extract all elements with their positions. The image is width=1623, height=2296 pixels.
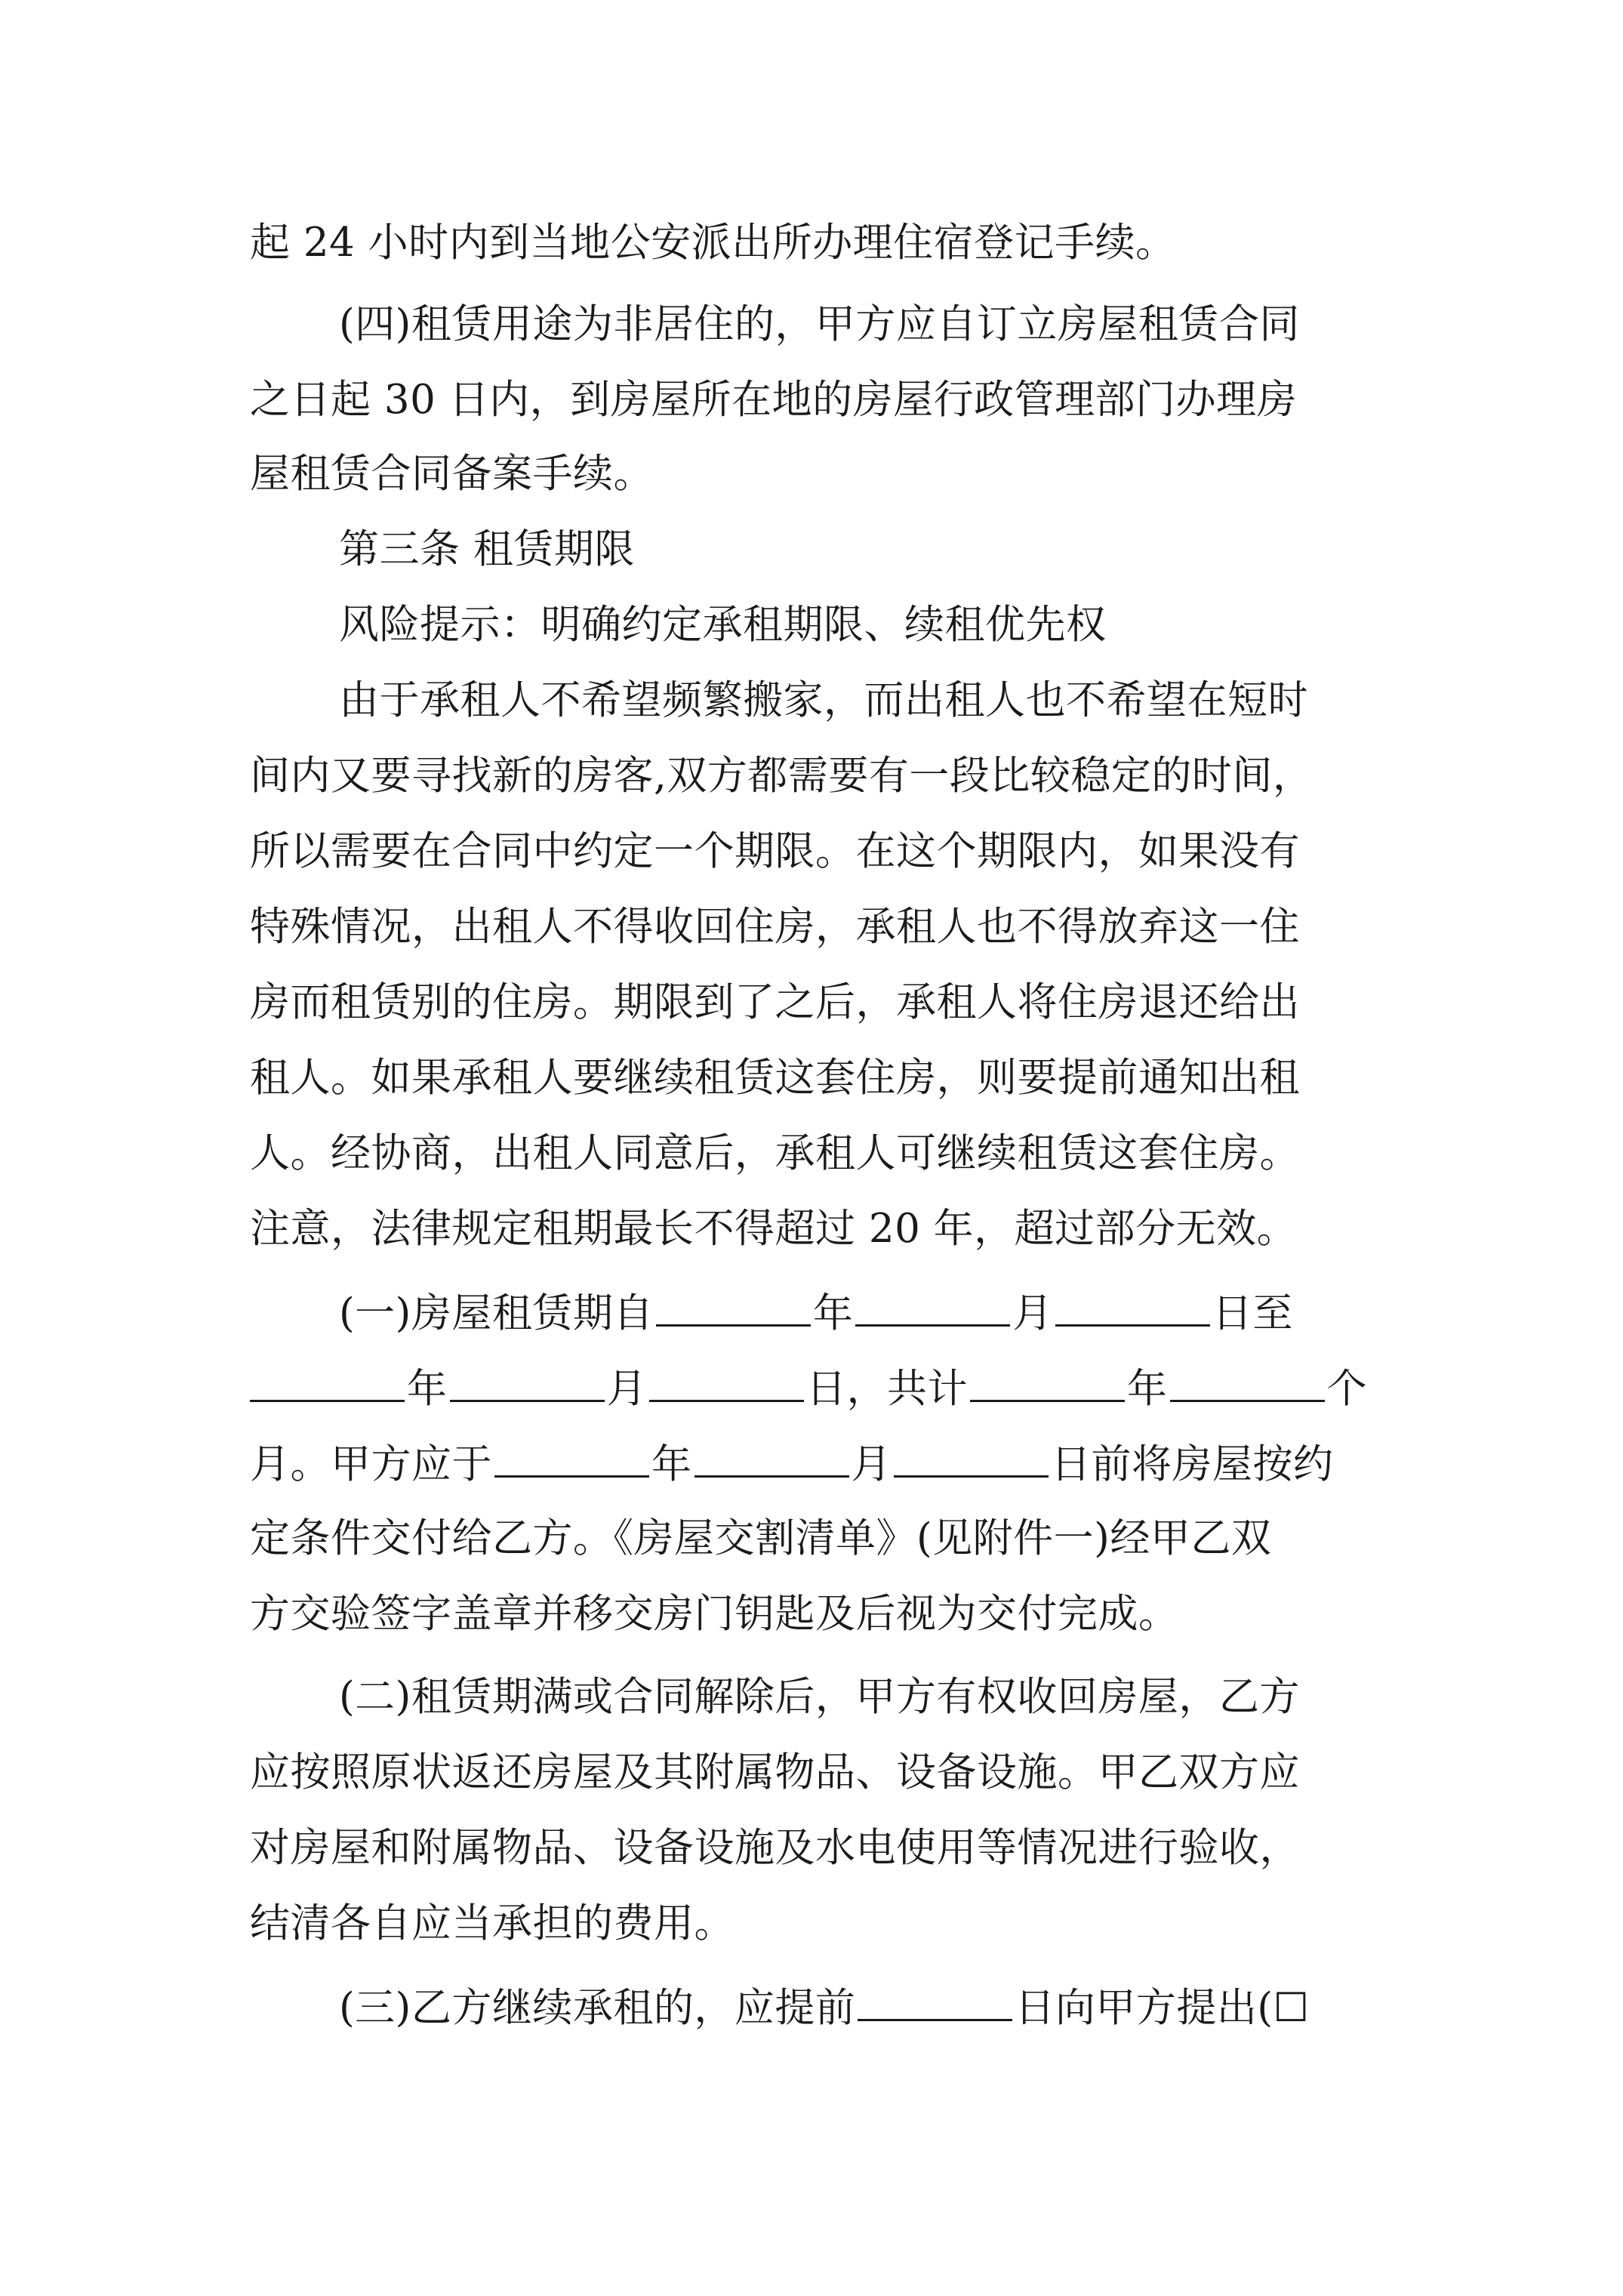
- text-line: 方交验签字盖章并移交房门钥匙及后视为交付完成。: [250, 1591, 1179, 1637]
- end-month-blank[interactable]: [450, 1358, 605, 1402]
- text-line: 屋租赁合同备案手续。: [250, 451, 654, 497]
- delivery-day-blank[interactable]: [894, 1433, 1049, 1478]
- delivery-month-blank[interactable]: [694, 1433, 849, 1478]
- text-line: 所以需要在合同中约定一个期限。在这个期限内，如果没有: [250, 828, 1300, 874]
- text-line: 起 24 小时内到当地公安派出所办理住宿登记手续。: [250, 220, 1176, 266]
- section-heading: 第三条 租赁期限: [339, 526, 635, 572]
- delivery-suffix: 日前将房屋按约: [1051, 1441, 1334, 1487]
- start-month-blank[interactable]: [855, 1282, 1010, 1327]
- end-day-blank[interactable]: [649, 1358, 804, 1402]
- renew-prefix: (三)乙方继续承租的，应提前: [339, 1985, 856, 2031]
- text-line: 由于承租人不希望频繁搬家，而出租人也不希望在短时: [339, 677, 1308, 723]
- renew-days-blank[interactable]: [858, 1977, 1012, 2021]
- text-line: 人。经协商，出租人同意后，承租人可继续租赁这套住房。: [250, 1130, 1300, 1176]
- term-line-2: [250, 1358, 1367, 1418]
- text-line: 应按照原状返还房屋及其附属物品、设备设施。甲乙双方应: [250, 1749, 1300, 1795]
- label-year: 年: [651, 1441, 692, 1487]
- text-line: 特殊情况，出租人不得收回住房，承租人也不得放弃这一住: [250, 904, 1300, 950]
- risk-tip: 风险提示：明确约定承租期限、续租优先权: [339, 602, 1107, 648]
- text-line: 租人。如果承租人要继续租赁这套住房，则要提前通知出租: [250, 1055, 1300, 1101]
- end-year-blank[interactable]: [250, 1358, 405, 1402]
- label-months: 个: [1326, 1366, 1367, 1412]
- label-day-to: 日至: [1212, 1290, 1293, 1336]
- total-months-blank[interactable]: [1170, 1358, 1325, 1402]
- label-years: 年: [1127, 1366, 1168, 1412]
- text-line: 之日起 30 日内，到房屋所在地的房屋行政管理部门办理房: [250, 377, 1298, 423]
- text-line: 定条件交付给乙方。《房屋交割清单》(见附件一)经甲乙双: [250, 1515, 1272, 1561]
- text-line: 间内又要寻找新的房客,双方都需要有一段比较稳定的时间，: [250, 753, 1313, 799]
- label-month: 月: [1012, 1290, 1053, 1336]
- delivery-prefix: 月。甲方应于: [250, 1441, 492, 1487]
- text-line: 结清各自应当承担的费用。: [250, 1900, 735, 1946]
- label-year: 年: [407, 1366, 448, 1412]
- text-line: 房而租赁别的住房。期限到了之后，承租人将住房退还给出: [250, 979, 1300, 1025]
- term-line-3: [250, 1433, 1334, 1493]
- start-year-blank[interactable]: [656, 1282, 811, 1327]
- term-line-1: [339, 1282, 1293, 1342]
- text-line: 对房屋和附属物品、设备设施及水电使用等情况进行验收，: [250, 1825, 1300, 1871]
- text-line: 注意，法律规定租期最长不得超过 20 年，超过部分无效。: [250, 1206, 1298, 1252]
- delivery-year-blank[interactable]: [494, 1433, 649, 1478]
- text-line: (二)租赁期满或合同解除后，甲方有权收回房屋，乙方: [339, 1674, 1300, 1720]
- label-day-total: 日，共计: [806, 1366, 968, 1412]
- total-years-blank[interactable]: [970, 1358, 1125, 1402]
- label-month: 月: [851, 1441, 892, 1487]
- start-day-blank[interactable]: [1055, 1282, 1210, 1327]
- label-month: 月: [606, 1366, 647, 1412]
- renew-suffix: 日向甲方提出(☐: [1015, 1985, 1310, 2031]
- label-year: 年: [812, 1290, 854, 1336]
- text-line: (四)租赁用途为非居住的，甲方应自订立房屋租赁合同: [339, 301, 1300, 347]
- term-prefix: (一)房屋租赁期自: [339, 1290, 654, 1336]
- renew-line: [339, 1977, 1310, 2037]
